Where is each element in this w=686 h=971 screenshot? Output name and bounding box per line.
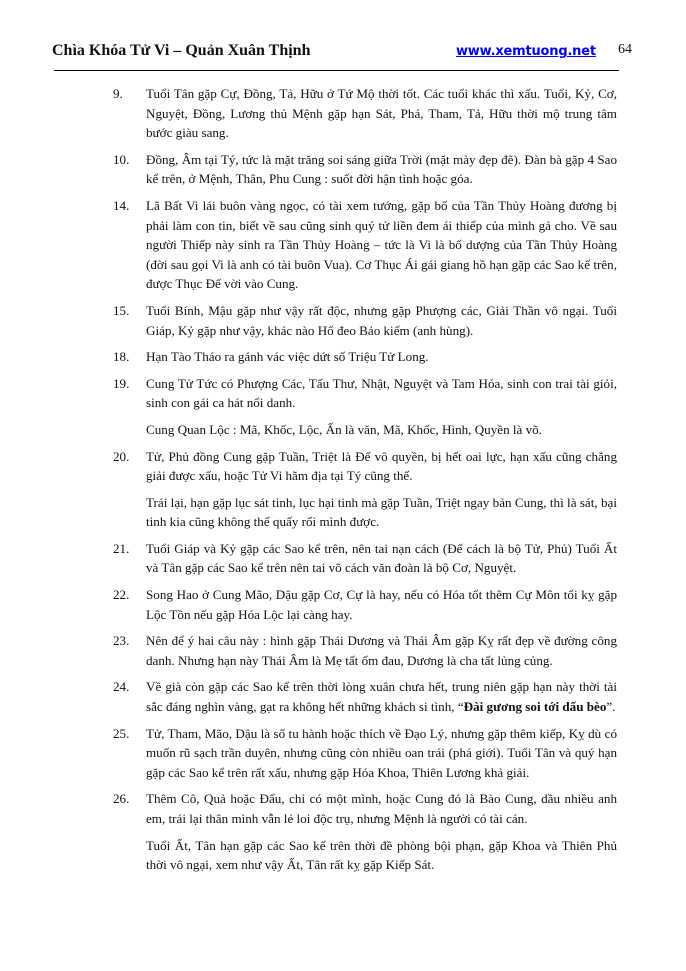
item-number: 21. bbox=[113, 540, 130, 556]
list-item bbox=[113, 724, 617, 783]
list-item bbox=[113, 374, 617, 440]
list-item bbox=[113, 789, 617, 874]
item-text-tail: ”. bbox=[606, 699, 616, 715]
item-text: Tuổi Tân gặp Cự, Đồng, Tả, Hữu ở Tứ Mộ thời tốt. Các tuổi khác thì xấu. Tuổi, Kỷ, Cơ, Nguyệt, Đồng, Lương thủ Mệnh gặp hạn Sát, Phá, Tham, Tả, Hữu thời mộ trung tâm bước giàu sang. bbox=[146, 86, 617, 141]
list-item bbox=[113, 347, 617, 367]
item-number: 9. bbox=[113, 86, 123, 101]
header-divider bbox=[54, 70, 619, 71]
item-text-continued: Cung Quan Lộc : Mã, Khốc, Lộc, Ấn là văn, Mã, Khốc, Hình, Quyền là võ. bbox=[146, 421, 543, 437]
list-item bbox=[113, 84, 617, 143]
list-item bbox=[113, 631, 617, 670]
item-text-lead: Về già còn gặp các Sao kể trên thời lòng xuân chưa hết, trung niên gặp hạn này thời tài sắc đáng nghìn vàng, gạt ra không hết những khách si tình, “ bbox=[146, 679, 617, 715]
item-number: 19. bbox=[113, 375, 130, 391]
list-item bbox=[113, 196, 617, 294]
page-number: 64 bbox=[618, 42, 632, 57]
list-item bbox=[113, 301, 617, 340]
item-number: 24. bbox=[113, 679, 130, 695]
item-text: Cung Tử Tức có Phượng Các, Tấu Thư, Nhật, Nguyệt và Tam Hóa, sinh con trai tài giỏi, sinh con gái ca hát nổi danh. bbox=[146, 375, 617, 411]
item-number: 14. bbox=[113, 197, 130, 213]
item-text: Hạn Tào Tháo ra gánh vác việc dứt số Triệu Tử Long. bbox=[146, 349, 429, 365]
item-text: Tử, Tham, Mão, Dậu là số tu hành hoặc thích về Đạo Lý, nhưng gặp thêm kiếp, Kỵ dù có muốn rũ sạch trần duyên, nhưng cũng còn nhiều oan trái (phá giới). Tuổi Tân và quý hạn gặp các Sao kể trên rất xấu, nhưng gặp Hóa Khoa, Thiên Lương khả giải. bbox=[146, 725, 617, 780]
item-text: Lã Bất Vi lái buôn vàng ngọc, có tài xem tướng, gặp bố của Tần Thủy Hoàng đương bị phải làm con tin, biết về sau cũng sinh quý tử liền đem ái thiếp của mình gả cho. Về sau người Thiếp này sinh ra Tần Thủy Hoàng – tức là Vi là bố dượng của Tần Thủy Hoàng (đời sau gọi Vi là anh có tài buôn Vua). Cơ Thục Ái gái giang hồ hạn gặp các Sao kể trên, được Thục Đế vời vào Cung. bbox=[146, 197, 617, 292]
website-link[interactable]: www.xemtuong.net bbox=[456, 44, 596, 59]
list-item bbox=[113, 447, 617, 532]
item-text: Tuổi Bính, Mậu gặp như vậy rất độc, nhưng gặp Phượng các, Giải Thần vô ngại. Tuổi Giáp, Kỷ gặp như vậy, khác nào Hổ đeo Bảo kiếm (anh hùng). bbox=[146, 302, 617, 338]
item-number: 10. bbox=[113, 151, 130, 167]
item-number: 22. bbox=[113, 587, 130, 603]
item-text: Nên để ý hai câu này : hình gặp Thái Dương và Thái Âm gặp Kỵ rất đẹp về đường công danh. Nhưng hạn này Thái Âm là Mẹ tất ốm đau, Dương là cha tất lủng củng. bbox=[146, 633, 617, 668]
item-text: Đồng, Âm tại Tý, tức là mặt trăng soi sáng giữa Trời (mặt mày đẹp đẽ). Đàn bà gặp 4 Sao kể trên, ở Mệnh, Thân, Phu Cung : suốt đời hận tình hoặc góa. bbox=[146, 151, 617, 187]
list-item bbox=[113, 539, 617, 578]
item-number: 20. bbox=[113, 448, 130, 464]
item-text bbox=[146, 677, 617, 716]
page-header bbox=[52, 42, 642, 66]
item-text-continued: Tuổi Ất, Tân hạn gặp các Sao kể trên thời đề phòng bội phạn, gặp Khoa và Thiên Phủ thời vô ngại, xem như vậy Ất, Tân rất kỵ gặp Kiếp Sát. bbox=[146, 837, 617, 873]
item-text-continued: Trái lại, hạn gặp lục sát tinh, lục hại tinh mà gặp Tuần, Triệt ngay bản Cung, thì là sát, bại tinh kia cũng không thể quấy rối mình được. bbox=[146, 494, 617, 530]
book-title: Chìa Khóa Tử Vi – Quản Xuân Thịnh bbox=[52, 42, 311, 59]
item-text: Tử, Phủ đồng Cung gặp Tuần, Triệt là Đế vô quyền, bị hết oai lực, hạn xấu cũng chẳng giải được xấu, hoặc Tử Vi hãm địa tại Tý cũng thế. bbox=[146, 448, 617, 484]
item-number: 25. bbox=[113, 725, 130, 741]
item-text: Song Hao ở Cung Mão, Dậu gặp Cơ, Cự là hay, nếu có Hóa tốt thêm Cự Môn tối kỵ gặp Lộc Tồn nếu gặp Hóa Lộc lại càng hay. bbox=[146, 587, 617, 622]
item-number: 15. bbox=[113, 302, 130, 318]
list-item bbox=[113, 585, 617, 624]
list-item bbox=[113, 677, 617, 716]
list-item bbox=[113, 150, 617, 189]
item-number: 26. bbox=[113, 791, 130, 807]
item-number: 23. bbox=[113, 633, 130, 649]
numbered-list bbox=[113, 84, 617, 882]
item-text: Thêm Cô, Quả hoặc Đẩu, chỉ có một mình, hoặc Cung đó là Bào Cung, dầu nhiều anh em, trái lại thân mình vẫn lẻ loi độc trụ, nhưng Mệnh là người có tài cán. bbox=[146, 791, 617, 826]
item-number: 18. bbox=[113, 349, 130, 365]
item-text: Tuổi Giáp và Kỷ gặp các Sao kể trên, nên tai nạn cách (Đế cách là bộ Tử, Phủ) Tuổi Ất và Tân gặp các Sao kể trên nên tai võ cách văn đoàn là bộ Cơ, Nguyệt. bbox=[146, 540, 617, 576]
bold-quote: Đài gương soi tới dấu bèo bbox=[463, 699, 607, 715]
